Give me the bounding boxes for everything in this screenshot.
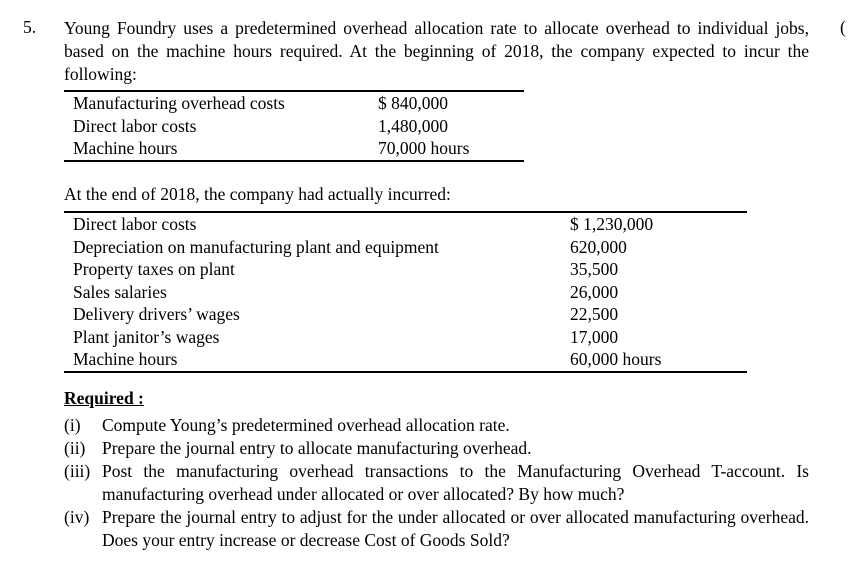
row-label: Machine hours: [73, 349, 178, 369]
table-row: [64, 137, 524, 160]
actual-heading: At the end of 2018, the company had actually incurred:: [64, 184, 451, 204]
list-item: [64, 460, 809, 506]
table-row: [64, 258, 747, 281]
row-value: 60,000 hours: [570, 349, 662, 369]
problem-number: 5.: [23, 17, 37, 37]
table-row: [64, 348, 747, 371]
row-value: 70,000 hours: [378, 138, 470, 158]
item-text: Compute Young’s predetermined overhead allocation rate.: [102, 415, 510, 435]
row-label: Plant janitor’s wages: [73, 326, 220, 347]
list-item: [64, 414, 809, 437]
item-marker: (iv): [64, 507, 90, 527]
row-value: $ 840,000: [378, 93, 448, 113]
table-row: [64, 236, 747, 259]
margin-mark: (: [840, 17, 846, 37]
row-label: Machine hours: [73, 138, 178, 158]
row-label: Delivery drivers’ wages: [73, 304, 240, 324]
table-row: [64, 115, 524, 138]
list-item: [64, 437, 809, 460]
row-label: Direct labor costs: [73, 214, 197, 234]
row-value: 26,000: [570, 281, 619, 302]
item-marker: (iii): [64, 461, 91, 481]
row-label: Depreciation on manufacturing plant and equipment: [73, 236, 439, 257]
table-row: [64, 213, 747, 236]
item-text: Post the manufacturing overhead transactions to the Manufacturing Overhead T-account. Is manufacturing overhead under allocated or over allocated? By how much?: [102, 461, 809, 504]
item-text: Prepare the journal entry to adjust for the under allocated or over allocated manufacturing overhead. Does your entry increase or decrease Cost of Goods Sold?: [102, 507, 809, 550]
item-marker: (i): [64, 415, 81, 435]
required-heading: Required :: [64, 388, 144, 408]
table-row: [64, 281, 747, 304]
actual-costs-table: [64, 211, 747, 373]
table-row: [64, 326, 747, 349]
expected-costs-table: [64, 90, 524, 162]
problem-intro: Young Foundry uses a predetermined overhead allocation rate to allocate overhead to individual jobs, based on the machine hours required. At the beginning of 2018, the company expected to incur the following:: [64, 18, 809, 84]
row-label: Property taxes on plant: [73, 259, 235, 279]
row-value: 22,500: [570, 304, 619, 324]
required-list: [64, 414, 809, 552]
row-value: 1,480,000: [378, 115, 448, 136]
list-item: [64, 506, 809, 552]
row-value: 35,500: [570, 259, 619, 279]
table-row: [64, 92, 524, 115]
row-label: Manufacturing overhead costs: [73, 93, 285, 113]
row-value: $ 1,230,000: [570, 214, 654, 234]
table-row: [64, 303, 747, 326]
row-value: 620,000: [570, 236, 627, 257]
row-label: Sales salaries: [73, 281, 167, 302]
row-label: Direct labor costs: [73, 115, 197, 136]
item-text: Prepare the journal entry to allocate manufacturing overhead.: [102, 438, 532, 458]
item-marker: (ii): [64, 438, 86, 458]
row-value: 17,000: [570, 326, 619, 347]
